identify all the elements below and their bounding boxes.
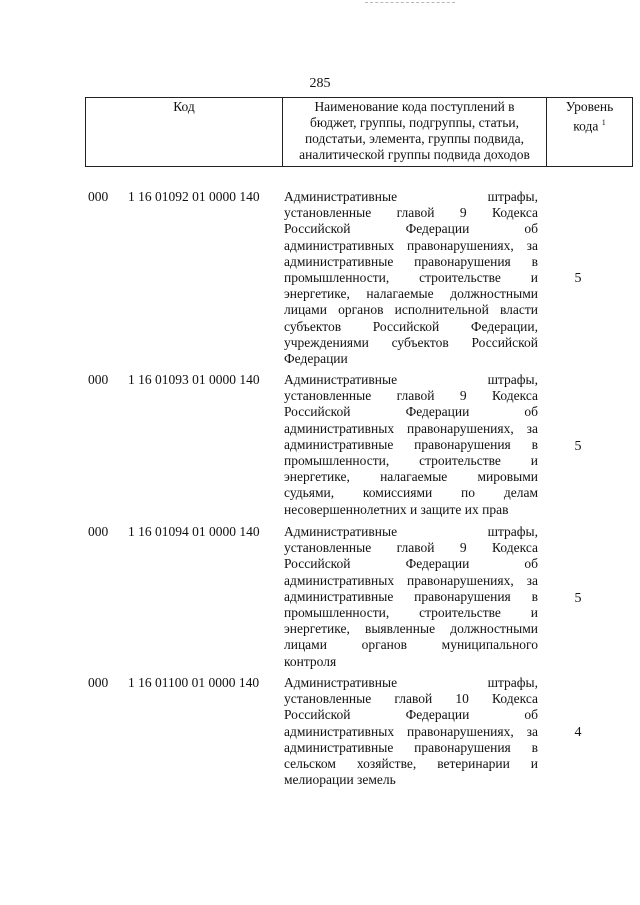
name-line: судьями, комиссиями по делам xyxy=(284,485,538,501)
income-name xyxy=(284,372,538,518)
income-name xyxy=(284,189,538,367)
header-code-label: Код xyxy=(173,99,195,114)
header-code xyxy=(86,98,283,167)
admin-code: 000 xyxy=(88,189,109,204)
name-line: установленные главой 10 Кодекса xyxy=(284,691,538,707)
name-line: Российской Федерации об xyxy=(284,404,538,420)
name-line: административные правонарушения в xyxy=(284,436,538,452)
income-code: 1 16 01094 01 0000 140 xyxy=(128,524,260,539)
name-line: установленные главой 9 Кодекса xyxy=(284,388,538,404)
header-name-line: подстатьи, элемента, группы подвида, xyxy=(304,131,525,146)
header-level-word: кода xyxy=(573,118,599,134)
name-line: Административные штрафы, xyxy=(284,189,538,204)
header-row xyxy=(86,98,633,167)
level-value: 4 xyxy=(574,725,582,740)
page-edge-mark xyxy=(365,2,455,3)
income-name xyxy=(284,524,538,670)
name-line: сельском хозяйстве, ветеринарии и xyxy=(284,755,538,771)
name-line: субъектов Российской Федерации, xyxy=(284,318,538,334)
level-value: 5 xyxy=(574,591,582,606)
name-line: Административные штрафы, xyxy=(284,372,538,387)
name-line: Российской Федерации об xyxy=(284,707,538,723)
name-line: учреждениями субъектов Российской xyxy=(284,334,538,350)
income-code: 1 16 01092 01 0000 140 xyxy=(128,189,260,204)
income-name xyxy=(284,675,538,788)
header-level-line xyxy=(550,115,629,135)
name-line: Административные штрафы, xyxy=(284,675,538,690)
name-line: контроля xyxy=(284,653,337,669)
name-line: энергетике, выявленные должностными xyxy=(284,621,538,637)
name-line: лицами органов исполнительной власти xyxy=(284,302,538,318)
name-line: Административные штрафы, xyxy=(284,524,538,539)
header-name-line: Наименование кода поступлений в xyxy=(314,99,515,114)
header-name-line: бюджет, группы, подгруппы, статьи, xyxy=(310,115,519,130)
income-code: 1 16 01093 01 0000 140 xyxy=(128,372,260,387)
name-line: административных правонарушениях, за xyxy=(284,723,538,739)
name-line: установленные главой 9 Кодекса xyxy=(284,540,538,556)
name-line: Российской Федерации об xyxy=(284,221,538,237)
name-line: установленные главой 9 Кодекса xyxy=(284,205,538,221)
admin-code: 000 xyxy=(88,372,109,387)
page-number: 285 xyxy=(309,76,331,91)
name-line: промышленности, строительстве и xyxy=(284,604,538,620)
table-header xyxy=(85,97,633,167)
header-level xyxy=(547,98,633,167)
name-line: административные правонарушения в xyxy=(284,253,538,269)
name-line: Российской Федерации об xyxy=(284,556,538,572)
name-line: лицами органов муниципального xyxy=(284,637,538,653)
name-line: административных правонарушениях, за xyxy=(284,237,538,253)
footnote-marker: 1 xyxy=(601,118,606,127)
name-line: мелиорации земель xyxy=(284,772,396,788)
admin-code: 000 xyxy=(88,675,109,690)
income-code: 1 16 01100 01 0000 140 xyxy=(128,675,260,690)
name-line: административные правонарушения в xyxy=(284,588,538,604)
header-name-line: аналитической группы подвида доходов xyxy=(299,147,530,162)
name-line: административных правонарушениях, за xyxy=(284,420,538,436)
name-line: промышленности, строительстве и xyxy=(284,452,538,468)
admin-code: 000 xyxy=(88,524,109,539)
level-value: 5 xyxy=(574,439,582,454)
name-line: Федерации xyxy=(284,350,348,366)
name-line: несовершеннолетних и защите их прав xyxy=(284,501,509,517)
name-line: административные правонарушения в xyxy=(284,739,538,755)
header-level-line: Уровень xyxy=(565,99,614,114)
name-line: промышленности, строительстве и xyxy=(284,269,538,285)
name-line: энергетике, налагаемые мировыми xyxy=(284,469,538,485)
name-line: административных правонарушениях, за xyxy=(284,572,538,588)
name-line: энергетике, налагаемые должностными xyxy=(284,286,538,302)
level-value: 5 xyxy=(574,271,582,286)
header-name xyxy=(283,98,547,167)
